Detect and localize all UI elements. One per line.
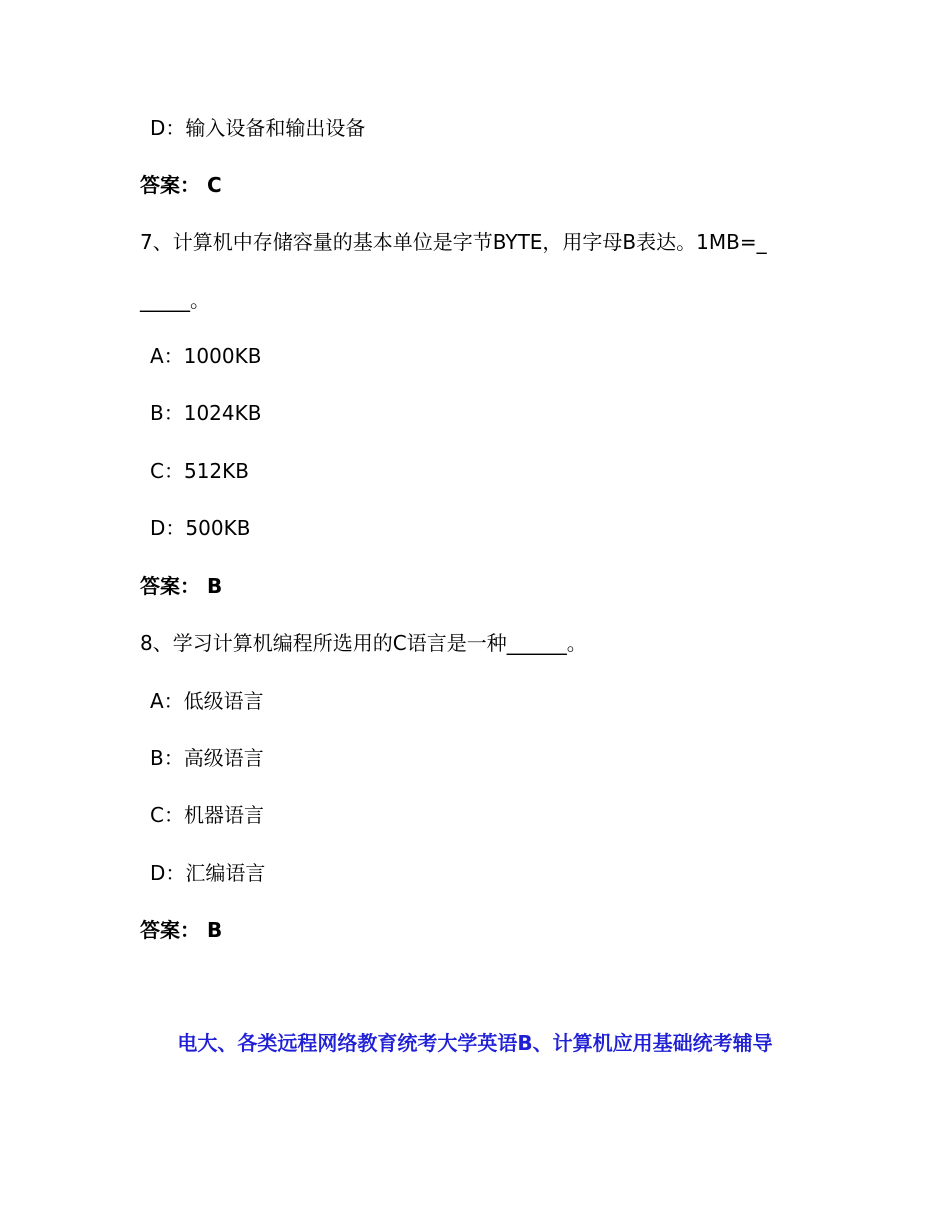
option-d-q8: D：汇编语言 [150, 861, 266, 885]
footer-promo-link[interactable]: 电大、各类远程网络教育统考大学英语B、计算机应用基础统考辅导 [177, 1031, 773, 1055]
option-b-q7: B：1024KB [150, 401, 262, 425]
option-d-q6: D：输入设备和输出设备 [150, 116, 366, 140]
option-b-q8: B：高级语言 [150, 746, 264, 770]
option-a-q8: A：低级语言 [150, 689, 264, 713]
option-c-q7: C：512KB [150, 459, 249, 483]
question-7-blank: _____。 [140, 288, 210, 312]
option-d-q7: D：500KB [150, 516, 251, 540]
answer-q6: 答案： C [140, 173, 222, 197]
option-c-q8: C：机器语言 [150, 803, 264, 827]
option-a-q7: A：1000KB [150, 344, 262, 368]
answer-q8: 答案： B [140, 918, 223, 942]
question-7: 7、计算机中存储容量的基本单位是字节BYTE，用字母B表达。1MB=_ [140, 230, 767, 254]
question-8: 8、学习计算机编程所选用的C语言是一种______。 [140, 631, 587, 655]
answer-q7: 答案： B [140, 574, 223, 598]
